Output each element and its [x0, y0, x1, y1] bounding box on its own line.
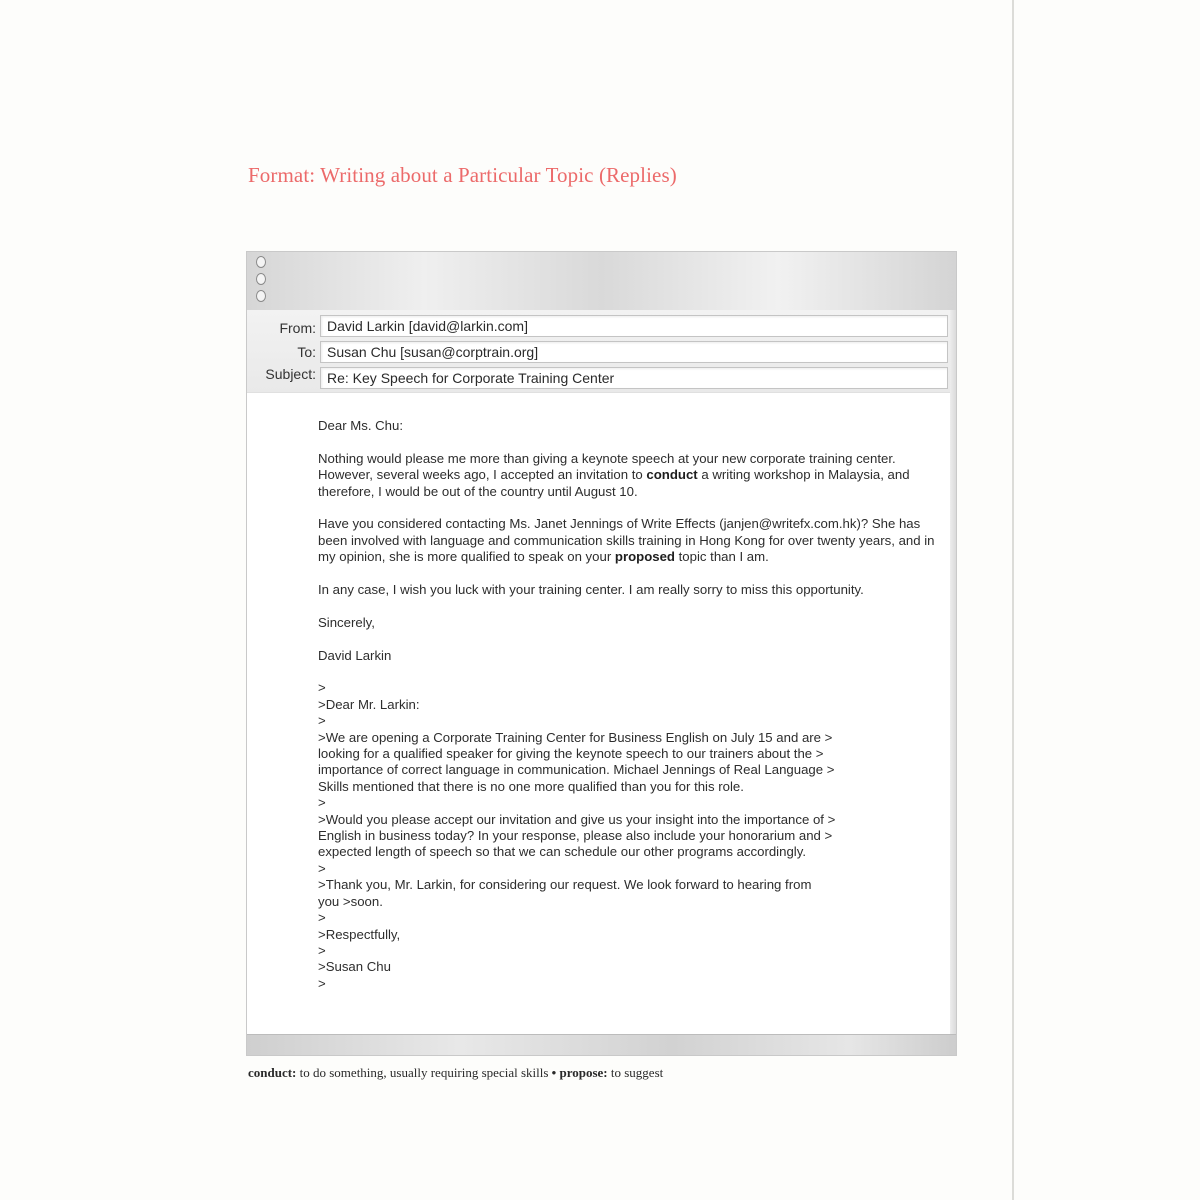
email-paragraph-1: Nothing would please me more than giving a keynote speech at your new corporate training center. However, several weeks ago, I accepted an invitation to conduct a writing workshop in Malaysia, and therefore, I would be out of the country until August 10. — [318, 450, 910, 499]
page-edge — [1012, 0, 1014, 1200]
quoted-line: > — [318, 795, 326, 811]
quoted-line: importance of correct language in communication. Michael Jennings of Real Language > — [318, 762, 835, 778]
email-paragraph-2: Have you considered contacting Ms. Janet Jennings of Write Effects (janjen@writefx.com.hk)? She has been involved with language and communication skills training in Hong Kong for over twenty years, and in my opinion, she is more qualified to speak on your proposed topic than I am. — [318, 516, 935, 565]
quoted-message — [318, 680, 938, 992]
email-window — [246, 251, 957, 1056]
quoted-line: English in business today? In your response, please also include your honorarium and > — [318, 828, 833, 844]
quoted-line: >Would you please accept our invitation and give us your insight into the importance of > — [318, 811, 836, 827]
quoted-line: >We are opening a Corporate Training Center for Business English on July 15 and are > — [318, 729, 833, 745]
binder-ring-icon — [256, 256, 266, 268]
from-label: From: — [279, 320, 316, 336]
glossary-bullet: • — [551, 1065, 560, 1080]
quoted-line: > — [318, 680, 326, 696]
window-title-bar — [247, 252, 956, 311]
to-field[interactable]: Susan Chu [susan@corptrain.org] — [320, 341, 948, 363]
quoted-line: you >soon. — [318, 893, 383, 909]
email-signature: David Larkin — [318, 647, 392, 663]
glossary-def-conduct: to do something, usually requiring special skills — [296, 1065, 552, 1080]
email-closing: Sincerely, — [318, 614, 375, 630]
window-right-edge — [950, 310, 956, 1037]
quoted-line: > — [318, 910, 326, 926]
quoted-line: >Dear Mr. Larkin: — [318, 696, 420, 712]
to-label: To: — [297, 344, 316, 360]
quoted-line: > — [318, 713, 326, 729]
binder-ring-icon — [256, 273, 266, 285]
glossary — [248, 1065, 663, 1081]
email-body[interactable] — [318, 418, 938, 992]
email-header — [247, 310, 956, 393]
format-title: Format: Writing about a Particular Topic (Replies) — [248, 163, 677, 187]
quoted-line: >Susan Chu — [318, 959, 391, 975]
quoted-line: >Respectfully, — [318, 926, 401, 942]
subject-label: Subject: — [265, 366, 316, 382]
glossary-term-conduct: conduct: — [248, 1065, 297, 1080]
glossary-def-propose: to suggest — [607, 1065, 664, 1080]
quoted-line: looking for a qualified speaker for giving the keynote speech to our trainers about the > — [318, 746, 824, 762]
email-paragraph-3: In any case, I wish you luck with your training center. I am really sorry to miss this opportunity. — [318, 582, 864, 598]
subject-field[interactable]: Re: Key Speech for Corporate Training Center — [320, 367, 948, 389]
quoted-line: > — [318, 942, 326, 958]
glossary-term-propose: propose: — [559, 1065, 608, 1080]
quoted-line: Skills mentioned that there is no one more qualified than you for this role. — [318, 778, 744, 794]
bold-term-proposed: proposed — [614, 549, 675, 565]
from-field[interactable]: David Larkin [david@larkin.com] — [320, 315, 948, 337]
quoted-line: >Thank you, Mr. Larkin, for considering our request. We look forward to hearing from — [318, 877, 812, 893]
quoted-line: > — [318, 860, 326, 876]
quoted-line: > — [318, 975, 326, 991]
binder-ring-icon — [256, 290, 266, 302]
window-footer-bar — [247, 1034, 956, 1055]
bold-term-conduct: conduct — [646, 467, 698, 483]
quoted-line: expected length of speech so that we can schedule our other programs accordingly. — [318, 844, 806, 860]
email-greeting: Dear Ms. Chu: — [318, 418, 404, 433]
